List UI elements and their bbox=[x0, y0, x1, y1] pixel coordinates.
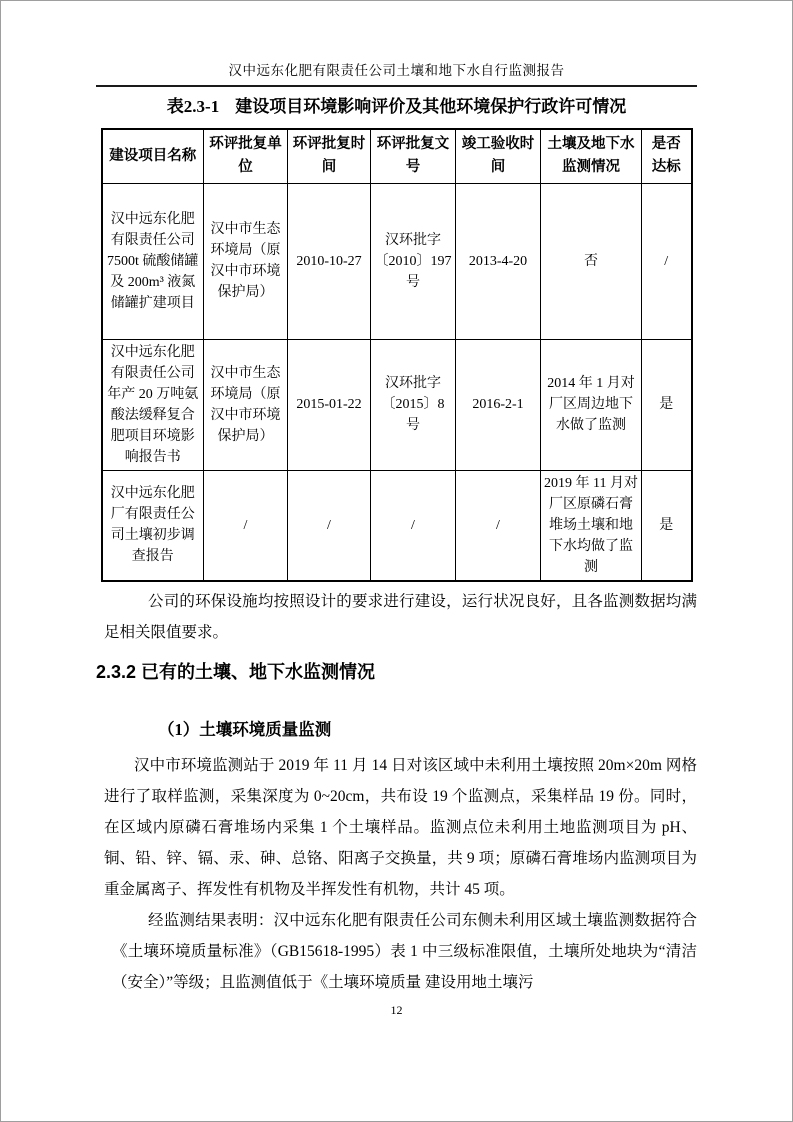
table-cell: 是 bbox=[642, 339, 692, 470]
table-caption bbox=[96, 94, 697, 120]
table-cell: 2010-10-27 bbox=[288, 183, 371, 339]
table-row bbox=[102, 470, 692, 581]
table-cell: 2016-2-1 bbox=[456, 339, 541, 470]
table-cell: 2015-01-22 bbox=[288, 339, 371, 470]
table-cell: 汉中远东化肥有限责任公司年产 20 万吨氨酸法缓释复合肥项目环境影响报告书 bbox=[102, 339, 204, 470]
document-header bbox=[96, 61, 697, 87]
table-header-row bbox=[102, 129, 692, 183]
column-header: 建设项目名称 bbox=[102, 129, 204, 183]
page-number: 12 bbox=[390, 1002, 403, 1017]
table-row bbox=[102, 339, 692, 470]
table-cell: 2014 年 1 月对厂区周边地下水做了监测 bbox=[541, 339, 642, 470]
table-cell: / bbox=[204, 470, 288, 581]
table-cell: 2013-4-20 bbox=[456, 183, 541, 339]
table-caption-label: 表2.3-1 bbox=[166, 97, 220, 116]
column-header: 是否达标 bbox=[642, 129, 692, 183]
approval-table bbox=[101, 128, 693, 582]
page-footer bbox=[96, 1002, 697, 1018]
page-content bbox=[96, 1, 697, 1018]
table-cell: / bbox=[371, 470, 456, 581]
paragraph-conclusion: 公司的环保设施均按照设计的要求进行建设，运行状况良好，且各监测数据均满足相关限值要求。 bbox=[104, 592, 697, 641]
column-header: 竣工验收时间 bbox=[456, 129, 541, 183]
table-caption-text: 建设项目环境影响评价及其他环境保护行政许可情况 bbox=[235, 97, 627, 116]
table-cell: / bbox=[642, 183, 692, 339]
column-header: 环评批复单位 bbox=[204, 129, 288, 183]
table-cell: 是 bbox=[642, 470, 692, 581]
table-cell: / bbox=[456, 470, 541, 581]
column-header: 环评批复文号 bbox=[371, 129, 456, 183]
table-cell: 汉中远东化肥有限责任公司 7500t 硫酸储罐及 200m³ 液氮储罐扩建项目 bbox=[102, 183, 204, 339]
column-header: 土壤及地下水监测情况 bbox=[541, 129, 642, 183]
paragraph-soil-monitoring: 汉中市环境监测站于 2019 年 11 月 14 日对该区域中未利用土壤按照 20m×20m 网格进行了取样监测，采集深度为 0~20cm，共布设 19 个监测点，采集样品 19 份。同时，在区域内原磷石膏堆场内采集 1 个土壤样品。监测点位未利用土地监测项目为 pH、铜、铅、锌、镉、汞、砷、总铬、阳离子交换量，共 9 项；原磷石膏堆场内监测项目为重金属离子、挥发性有机物及半挥发性有机物，共计 45 项。 bbox=[104, 756, 697, 898]
table-cell: / bbox=[288, 470, 371, 581]
table-row bbox=[102, 183, 692, 339]
table-cell: 2019 年 11 月对厂区原磷石膏堆场土壤和地下水均做了监测 bbox=[541, 470, 642, 581]
section-heading-232: 2.3.2 已有的土壤、地下水监测情况 bbox=[96, 661, 376, 682]
table-cell: 汉环批字〔2015〕8 号 bbox=[371, 339, 456, 470]
table-cell: 汉中市生态环境局（原汉中市环境保护局） bbox=[204, 183, 288, 339]
table-cell: 否 bbox=[541, 183, 642, 339]
table-cell: 汉中远东化肥厂有限责任公司土壤初步调查报告 bbox=[102, 470, 204, 581]
sub-heading-soil-quality: （1）土壤环境质量监测 bbox=[158, 719, 332, 739]
paragraph-results: 经监测结果表明：汉中远东化肥有限责任公司东侧未利用区域土壤监测数据符合《土壤环境质量标准》（GB15618-1995）表 1 中三级标准限值，土壤所处地块为“清洁（安全）”等级；且监测值低于《土壤环境质量 建设用地土壤污 bbox=[112, 911, 697, 991]
report-title: 汉中远东化肥有限责任公司土壤和地下水自行监测报告 bbox=[228, 63, 565, 78]
table-cell: 汉中市生态环境局（原汉中市环境保护局） bbox=[204, 339, 288, 470]
table-cell: 汉环批字〔2010〕197 号 bbox=[371, 183, 456, 339]
column-header: 环评批复时间 bbox=[288, 129, 371, 183]
